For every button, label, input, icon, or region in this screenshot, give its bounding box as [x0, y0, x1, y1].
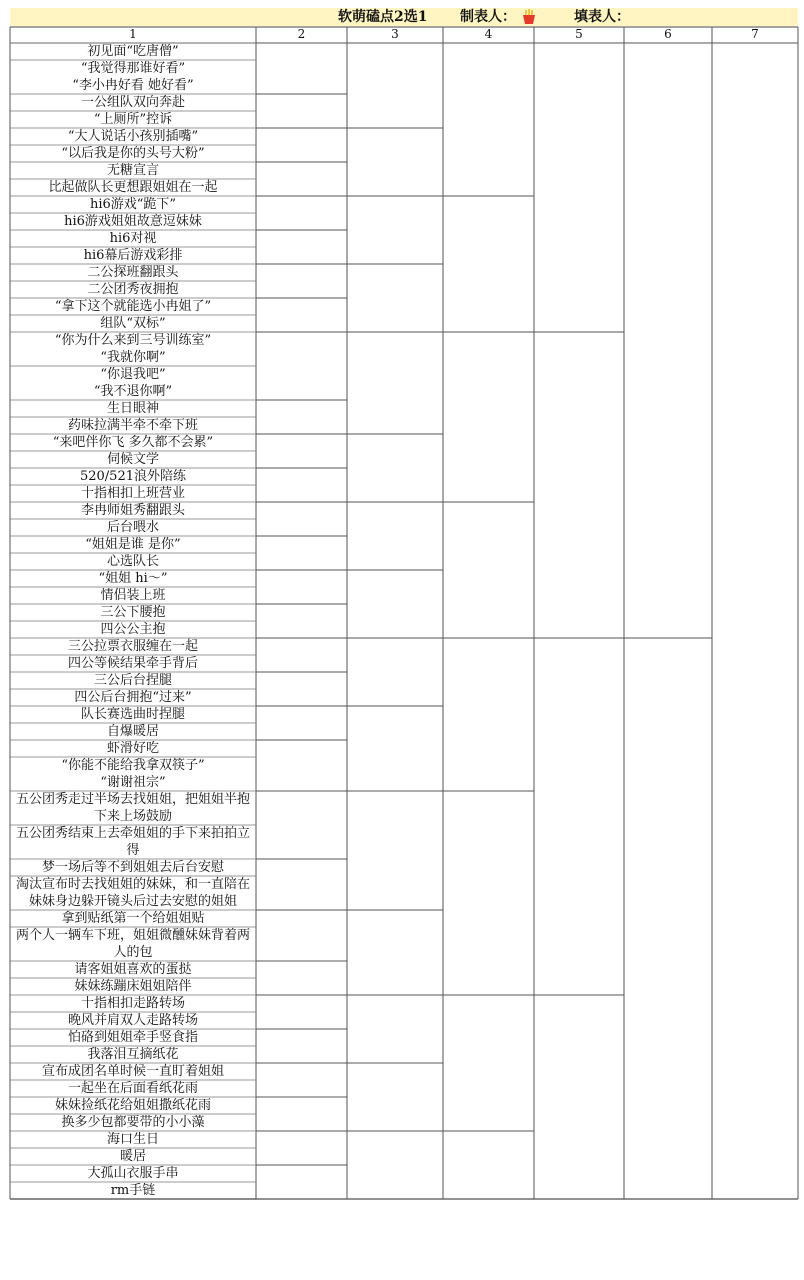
match-item: 心选队长: [106, 554, 159, 569]
match-item: 十指相扣上班营业: [80, 486, 185, 501]
match-item: hi6游戏“跪下”: [89, 197, 177, 212]
match-item: 淘汰宣布时去找姐姐的妹妹，和一直陪在妹妹身边躲开镜头后过去安慰的姐姐: [15, 877, 250, 909]
match-item: 组队“双标”: [100, 316, 166, 331]
match-item: 生日眼神: [106, 401, 159, 416]
match-item: 三公拉票衣服缠在一起: [67, 639, 198, 654]
match-item: 四公后台拥抱“过来”: [74, 690, 192, 705]
match-item: 拿到贴纸第一个给姐姐贴: [61, 911, 205, 926]
match-item: 宣布成团名单时候一直盯着姐姐: [41, 1064, 224, 1079]
match-item: 梦一场后等不到姐姐去后台安慰: [41, 860, 224, 875]
match-item: 大孤山衣服手串: [87, 1166, 179, 1181]
match-item: “姐姐 hi～”: [98, 571, 168, 586]
match-item: “以后我是你的头号大粉”: [61, 146, 205, 161]
match-item: hi6游戏姐姐故意逗妹妹: [64, 214, 202, 229]
match-item: 请客姐姐喜欢的蛋挞: [74, 962, 192, 977]
match-item: 怕硌到姐姐牵手竖食指: [67, 1030, 198, 1045]
match-item: “姐姐是谁 是你”: [85, 537, 181, 552]
match-item: “你退我吧” “我不退你啊”: [93, 367, 173, 399]
column-header-7: 7: [751, 27, 759, 41]
match-item: 一起坐在后面看纸花雨: [67, 1081, 198, 1096]
maker-label: 制表人：: [460, 9, 516, 25]
column-header-6: 6: [664, 27, 672, 41]
match-item: “大人说话小孩别插嘴”: [67, 129, 199, 144]
match-item: 药味拉满半牵不牵下班: [67, 418, 198, 433]
match-item: 520/521浪外陪练: [79, 469, 186, 484]
match-item: 四公等候结果牵手背后: [67, 656, 198, 671]
match-item: “来吧伴你飞 多久都不会累”: [52, 435, 214, 450]
match-item: 二公团秀夜拥抱: [87, 282, 179, 297]
match-item: 换多少包都要带的小小藻: [61, 1115, 205, 1130]
match-item: 五公团秀结束上去牵姐姐的手下来拍拍立得: [15, 826, 250, 858]
match-item: 妹妹练蹦床姐姐陪伴: [74, 979, 192, 994]
match-item: 晚风并肩双人走路转场: [67, 1013, 198, 1028]
match-item: “拿下这个就能选小冉姐了”: [54, 299, 212, 314]
match-item: 后台喂水: [106, 520, 159, 535]
match-item: 初见面“吃唐僧”: [87, 44, 179, 59]
match-item: “我觉得那谁好看” “李小冉好看 她好看”: [72, 61, 194, 93]
match-item: 李冉师姐秀翻跟头: [80, 503, 185, 518]
sheet-title: 软萌磕点2选1: [338, 9, 428, 25]
match-item: 海口生日: [106, 1132, 159, 1147]
match-item: 虾滑好吃: [106, 741, 159, 756]
match-item: 队长赛选曲时捏腿: [80, 707, 185, 722]
column-header-5: 5: [575, 27, 583, 41]
match-item: 十指相扣走路转场: [80, 996, 185, 1011]
match-item: 三公下腰抱: [100, 605, 166, 620]
match-item: 五公团秀走过半场去找姐姐，把姐姐半抱下来上场鼓励: [15, 792, 250, 824]
match-item: 二公探班翻跟头: [87, 265, 179, 280]
match-item: 一公组队双向奔赴: [80, 95, 185, 110]
match-item: “你能不能给我拿双筷子” “谢谢祖宗”: [61, 758, 205, 790]
match-item: 比起做队长更想跟姐姐在一起: [48, 180, 218, 195]
match-item: rm手链: [110, 1183, 156, 1198]
match-item: hi6幕后游戏彩排: [83, 248, 183, 263]
match-item: hi6对视: [109, 231, 157, 246]
match-item: 暖居: [119, 1149, 146, 1164]
match-item: 无糖宣言: [106, 163, 159, 178]
match-item: 三公后台捏腿: [93, 673, 172, 688]
match-item: 情侣装上班: [100, 588, 166, 603]
match-item: 四公公主抱: [100, 622, 166, 637]
match-item: “你为什么来到三号训练室” “我就你啊”: [54, 333, 212, 365]
match-item: “上厕所”控诉: [93, 112, 173, 127]
column-header-4: 4: [484, 27, 493, 41]
match-item: 我落泪互摘纸花: [87, 1047, 179, 1062]
column-header-1: 1: [129, 27, 137, 41]
column-header-2: 2: [297, 27, 306, 41]
match-item: 自爆暖居: [106, 724, 159, 739]
match-item: 伺候文学: [106, 452, 159, 467]
filler-label: 填表人：: [574, 9, 630, 25]
match-item: 妹妹捡纸花给姐姐撒纸花雨: [54, 1098, 211, 1113]
match-item: 两个人一辆车下班，姐姐微醺妹妹背着两人的包: [15, 928, 250, 960]
column-header-3: 3: [391, 27, 399, 41]
